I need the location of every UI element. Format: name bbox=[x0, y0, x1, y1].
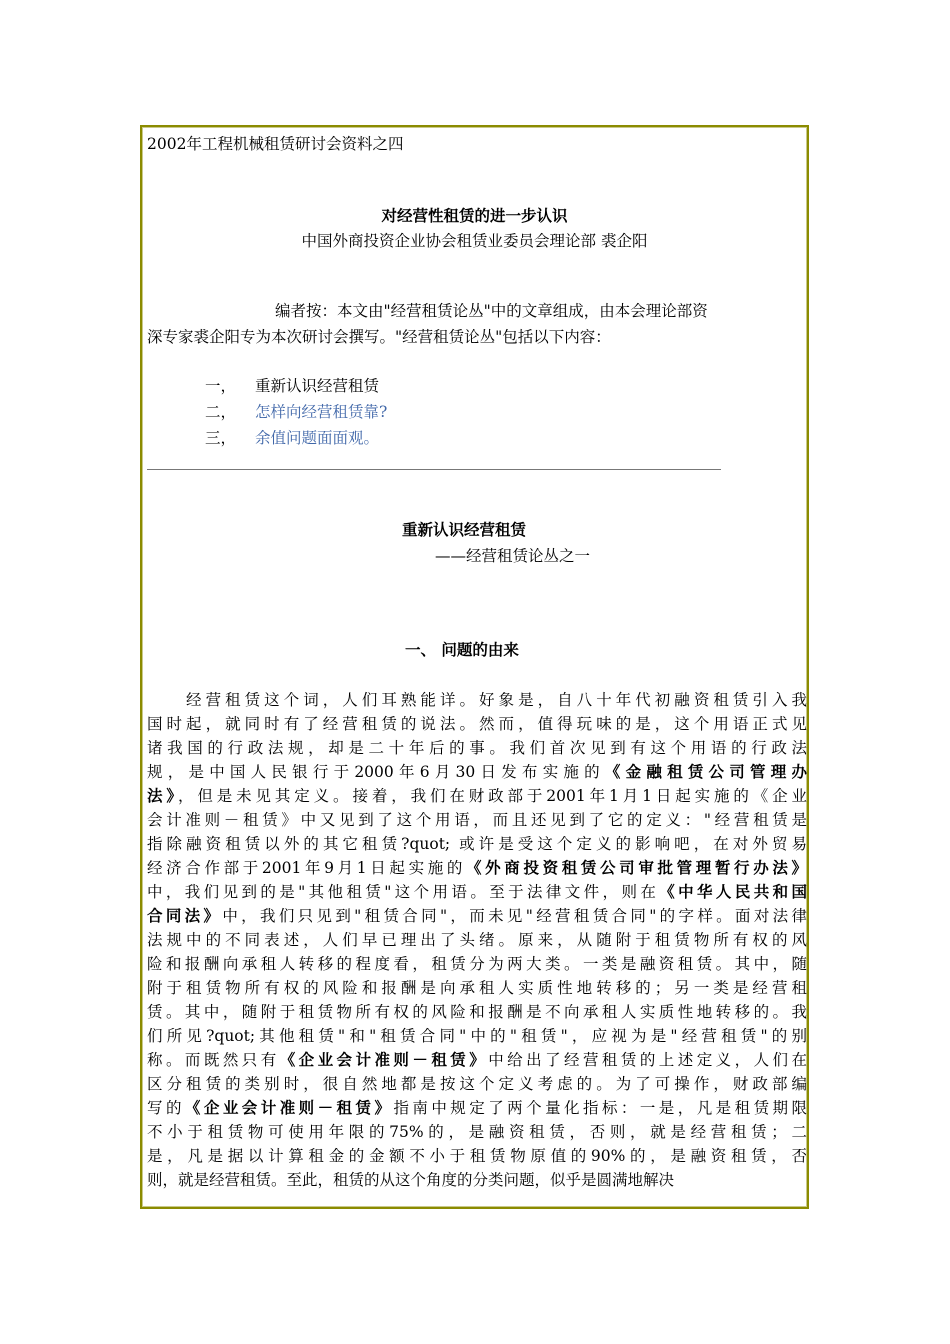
toc-number: 三， bbox=[205, 429, 237, 447]
horizontal-divider bbox=[147, 469, 721, 470]
body-text: 则，就是经营租赁。至此，租赁的从这个角度的分类问题，似乎是圆满地解决 bbox=[147, 1171, 675, 1189]
body-text: ，但是未见其定义。接着，我们在财政部于2001年1月1日起实施的《企业 bbox=[178, 787, 807, 805]
document-frame bbox=[140, 125, 809, 1209]
body-line bbox=[147, 736, 807, 760]
bold-citation: 《企业会计准则－租赁》 bbox=[184, 1098, 394, 1117]
body-line bbox=[147, 1168, 807, 1192]
toc-number: 二， bbox=[205, 403, 237, 421]
body-line bbox=[147, 1120, 807, 1144]
body-line bbox=[147, 1048, 807, 1072]
toc-item bbox=[205, 374, 379, 398]
body-text: 会计准则－租赁》中又见到了这个用语，而且还见到了它的定义："经营租赁是 bbox=[147, 811, 807, 829]
body-text: 中，我们见到的是"其他租赁"这个用语。至于法律文件，则在 bbox=[147, 883, 660, 901]
body-text: 是，凡是据以计算租金的金额不小于租赁物原值的90%的，是融资租赁，否 bbox=[147, 1147, 807, 1165]
body-text: 中给出了经营租赁的上述定义，人们在 bbox=[488, 1051, 807, 1069]
toc-item[interactable] bbox=[205, 400, 387, 424]
body-text: 指南中规定了两个量化指标：一是，凡是租赁期限 bbox=[393, 1099, 807, 1117]
bold-citation: 合同法》 bbox=[147, 906, 223, 925]
body-text: 指除融资租赁以外的其它租赁?quot; 或许是受这个定义的影响吧，在对外贸易 bbox=[147, 835, 807, 853]
body-line bbox=[147, 904, 807, 928]
toc-label: 重新认识经营租赁 bbox=[255, 377, 380, 395]
body-line bbox=[147, 832, 807, 856]
body-text: 国时起，就同时有了经营租赁的说法。然而，值得玩味的是，这个用语正式见 bbox=[147, 715, 807, 733]
body-text: 称。而既然只有 bbox=[147, 1051, 280, 1069]
body-text: 诸我国的行政法规，却是二十年后的事。我们首次见到有这个用语的行政法 bbox=[147, 739, 807, 757]
section-subtitle: ——经营租赁论丛之一 bbox=[435, 547, 591, 565]
toc-link[interactable]: 余值问题面面观。 bbox=[255, 429, 380, 447]
body-text: 经营租赁这个词，人们耳熟能详。好象是，自八十年代初融资租赁引入我 bbox=[147, 691, 807, 709]
section-title: 重新认识经营租赁 bbox=[402, 521, 527, 539]
body-text: 区分租赁的类别时，很自然地都是按这个定义考虑的。为了可操作，财政部编 bbox=[147, 1075, 807, 1093]
body-line bbox=[147, 880, 807, 904]
body-text: 不小于租赁物可使用年限的75%的，是融资租赁，否则，就是经营租赁；二 bbox=[147, 1123, 807, 1141]
bold-citation: 《企业会计准则－租赁》 bbox=[279, 1050, 489, 1069]
body-line bbox=[147, 1096, 807, 1120]
bold-citation: 《中华人民共和国 bbox=[659, 882, 807, 901]
body-text: 法规中的不同表述，人们早已理出了头绪。原来，从随附于租赁物所有权的风 bbox=[147, 931, 807, 949]
body-line bbox=[147, 712, 807, 736]
subheading: 一、 问题的由来 bbox=[405, 641, 519, 659]
body-text: 规，是中国人民银行于2000年6月30日发布实施的 bbox=[147, 763, 605, 781]
article-title: 对经营性租赁的进一步认识 bbox=[381, 207, 568, 225]
bold-citation: 《金融租赁公司管理办 bbox=[604, 762, 807, 781]
body-line bbox=[147, 1000, 807, 1024]
body-line bbox=[147, 688, 807, 712]
body-line bbox=[147, 976, 807, 1000]
bold-citation: 法》 bbox=[147, 786, 179, 805]
body-line bbox=[147, 1024, 807, 1048]
body-text: 险和报酬向承租人转移的程度看，租赁分为两大类。一类是融资租赁。其中，随 bbox=[147, 955, 807, 973]
body-line bbox=[147, 952, 807, 976]
body-text: 附于租赁物所有权的风险和报酬是向承租人实质性地转移的；另一类是经营租 bbox=[147, 979, 807, 997]
body-line bbox=[147, 1144, 807, 1168]
body-text: 们所见?quot;其他租赁"和"租赁合同"中的"租赁"，应视为是"经营租赁"的别 bbox=[147, 1027, 807, 1045]
body-line bbox=[147, 808, 807, 832]
body-line bbox=[147, 928, 807, 952]
editor-note-line-2: 深专家裘企阳专为本次研讨会撰写。"经营租赁论丛"包括以下内容： bbox=[147, 328, 611, 346]
body-paragraph bbox=[147, 688, 807, 1192]
body-line bbox=[147, 856, 807, 880]
editor-note-line-1: 编者按：本文由"经营租赁论丛"中的文章组成，由本会理论部资 bbox=[275, 302, 708, 320]
body-line bbox=[147, 1072, 807, 1096]
toc-number: 一， bbox=[205, 377, 237, 395]
body-text: 中，我们只见到"租赁合同"，而未见"经营租赁合同"的字样。面对法律 bbox=[222, 907, 807, 925]
toc-link[interactable]: 怎样向经营租赁靠? bbox=[255, 403, 388, 421]
toc-item[interactable] bbox=[205, 426, 379, 450]
body-text: 写的 bbox=[147, 1099, 185, 1117]
body-text: 经济合作部于2001年9月1日起实施的 bbox=[147, 859, 467, 877]
header-line: 2002年工程机械租赁研讨会资料之四 bbox=[147, 135, 404, 153]
bold-citation: 《外商投资租赁公司审批管理暂行办法》 bbox=[466, 858, 807, 877]
body-line bbox=[147, 784, 807, 808]
body-text: 赁。其中，随附于租赁物所有权的风险和报酬是不向承租人实质性地转移的。我 bbox=[147, 1003, 807, 1021]
body-line bbox=[147, 760, 807, 784]
article-author: 中国外商投资企业协会租赁业委员会理论部 裘企阳 bbox=[301, 232, 648, 250]
